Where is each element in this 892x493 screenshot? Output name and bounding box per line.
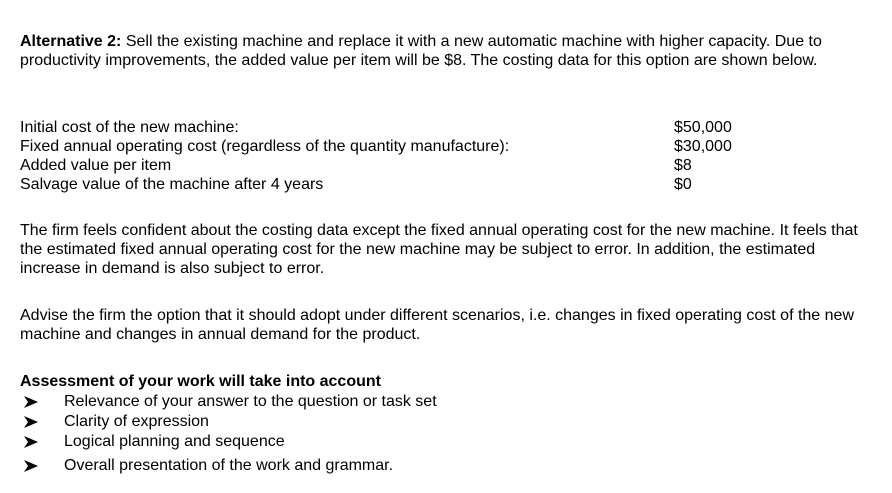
costing-row: [20, 118, 870, 137]
costing-value: $0: [674, 176, 692, 193]
costing-value: $30,000: [674, 138, 732, 155]
list-item: [20, 432, 870, 452]
arrow-bullet-icon: [24, 460, 38, 472]
costing-label: Added value per item: [20, 157, 172, 174]
advise-paragraph: Advise the firm the option that it should adopt under different scenarios, i.e. changes in fixed operating cost of the new machine and changes in annual demand for the product.: [20, 307, 854, 343]
alternative-heading: Alternative 2:: [20, 33, 122, 50]
costing-label: Fixed annual operating cost (regardless of the quantity manufacture):: [20, 138, 510, 155]
assessment-list: [20, 392, 870, 476]
alternative-text: Sell the existing machine and replace it with a new automatic machine with higher capacity. Due to productivity improvements, the added value per item will be $8. The costing data for this option are shown below.: [20, 33, 822, 69]
assessment-heading: Assessment of your work will take into account: [20, 373, 381, 390]
confidence-paragraph: The firm feels confident about the costing data except the fixed annual operating cost for the new machine. It feels that the estimated fixed annual operating cost for the new machine may be subject to error. In addition, the estimated increase in demand is also subject to error.: [20, 222, 858, 277]
list-item: [20, 412, 870, 432]
costing-value: $8: [674, 157, 692, 174]
arrow-bullet-icon: [24, 396, 38, 408]
alternative-paragraph: [20, 32, 870, 70]
arrow-bullet-icon: [24, 416, 38, 428]
assessment-section: [20, 372, 870, 476]
costing-label: Salvage value of the machine after 4 years: [20, 176, 324, 193]
costing-table: [20, 118, 870, 194]
costing-row: [20, 137, 870, 156]
costing-value: $50,000: [674, 119, 732, 136]
assessment-item-text: Logical planning and sequence: [64, 433, 285, 450]
costing-row: [20, 156, 870, 175]
assessment-item-text: Clarity of expression: [64, 413, 209, 430]
assessment-item-text: Relevance of your answer to the question or task set: [64, 393, 437, 410]
assessment-item-text: Overall presentation of the work and grammar.: [64, 457, 394, 474]
costing-row: [20, 175, 870, 194]
list-item: [20, 392, 870, 412]
costing-label: Initial cost of the new machine:: [20, 119, 239, 136]
arrow-bullet-icon: [24, 436, 38, 448]
list-item: [20, 456, 870, 476]
